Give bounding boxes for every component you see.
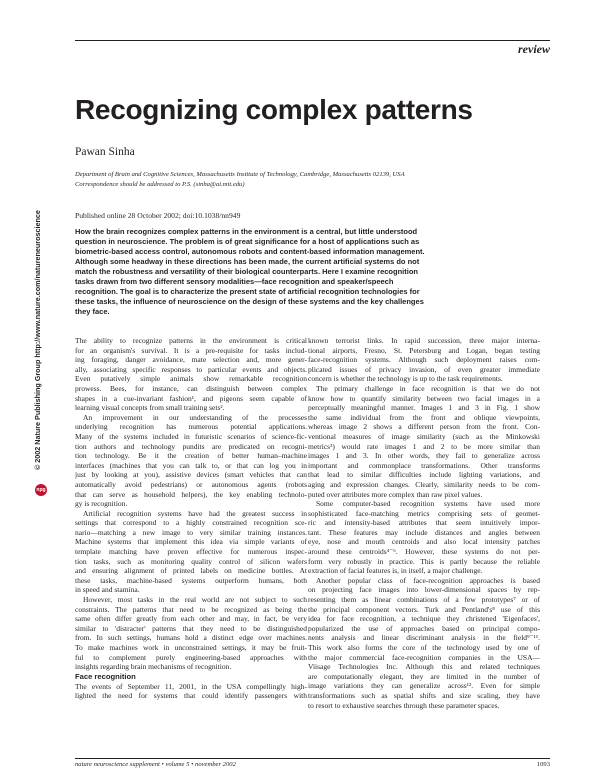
- correspondence: Correspondence should be addressed to P.S. (sinha@ai.mit.edu): [75, 181, 245, 188]
- body-text-line: This work also forms the core of the technology used by one of: [308, 643, 540, 652]
- body-text-line: idea for face recognition, a technique they christened 'Eigenfaces',: [308, 614, 540, 624]
- body-text-line: are computationally elegant, they are limited in the number of: [308, 671, 540, 681]
- abstract: [75, 227, 547, 317]
- body-text-line: aging and expression changes. Clearly, similarity needs to be com-: [308, 479, 540, 489]
- footer-rule: [75, 758, 550, 759]
- body-text-line: tion technology. Be it the creation of better human–machine: [75, 451, 307, 461]
- body-text-line: nents analysis and linear discriminant analysis in the field⁹⁻¹¹.: [308, 633, 540, 643]
- body-text-line: whereas image 2 shows a different person from the front. Con-: [308, 422, 540, 432]
- abstract-line: Although some headway in these directions has been made, the current artificial systems do not: [75, 257, 420, 267]
- body-text-line: perceptually meaningful manner. Images 1 and 3 in Fig. 1 show: [308, 403, 540, 413]
- abstract-line: these tasks, the influence of neuroscience on the design of these systems and the key challenges: [75, 297, 424, 307]
- body-text-line: tant. These features may include distances and angles between: [308, 527, 540, 537]
- body-text-line: However, most tasks in the real world are not subject to such: [83, 595, 307, 605]
- body-text-line: ful to complement purely engineering-based approaches with: [75, 652, 307, 662]
- body-text-line: tional airports, Fresno, St. Petersburg and Logan, began testing: [308, 345, 540, 355]
- body-text-line: to resort to exhaustive searches through these parameter spaces.: [308, 700, 500, 710]
- body-text-line: known terrorist links. In rapid succession, three major interna-: [308, 336, 540, 345]
- body-text-line: that lead to similar difficulties include lighting variations, and: [308, 470, 540, 480]
- body-text-line: Another popular class of face-recognition approaches is based: [316, 575, 540, 585]
- body-text-line: shapes in a cue-invariant fashion¹, and pigeons seem capable of: [75, 393, 307, 403]
- body-text-line: The ability to recognize patterns in the environment is critical: [75, 336, 307, 345]
- body-text-line: lighted the need for systems that could identify passengers with: [75, 691, 307, 701]
- body-text-line: ing foraging, danger avoidance, mate selection and, more gener-: [75, 355, 307, 365]
- body-column-right: [308, 336, 540, 710]
- body-text-line: gy is recognition.: [75, 499, 128, 509]
- body-text-line: constraints. The patterns that need to be recognized as being the: [75, 604, 307, 614]
- abstract-line: tasks drawn from two different sensory modalities—face recognition and speaker/speech: [75, 277, 394, 287]
- body-text-line: Some computer-based recognition systems have used more: [316, 499, 540, 509]
- body-text-line: the principal component vectors. Turk and Pentland's⁸ use of this: [308, 604, 540, 614]
- body-text-line: images 1 and 3. In other words, they fail to generalize across: [308, 451, 540, 461]
- body-text-line: learning visual concepts from small training sets².: [75, 403, 225, 413]
- body-text-line: on projecting face images into lower-dimensional spaces by rep-: [308, 585, 540, 595]
- body-text-line: sophisticated face-matching metrics comprising sets of geomet-: [308, 508, 540, 518]
- body-text-line: transformations such as spatial shifts and size scaling, they have: [308, 690, 540, 700]
- body-text-line: interfaces (machines that you can talk to, or that can log you in: [75, 460, 307, 470]
- body-text-line: these tasks, machine-based systems outperform humans, both: [75, 575, 307, 585]
- body-text-line: image variations they can generalize across¹². Even for simple: [308, 681, 540, 691]
- body-text-line: underlying recognition has numerous potential applications.: [75, 422, 307, 432]
- body-text-line: Viisage Technologies Inc. Although this and related techniques: [308, 662, 540, 672]
- abstract-line: match the robustness and versatility of their biological counterparts. Here I examine recognition: [75, 267, 418, 277]
- body-text-line: An improvement in our understanding of the processes: [83, 412, 307, 422]
- body-text-line: popularized the use of approaches based on principal compo-: [308, 623, 540, 633]
- body-text-line: tion authors and technology pundits are predicated on recogni-: [75, 441, 307, 451]
- affiliation: Department of Brain and Cognitive Sciences, Massachusetts Institute of Technology, Cambridge, Massachusetts 02139, USA: [75, 171, 405, 178]
- abstract-line: question in neuroscience. The problem is of great significance for a host of applications such as: [75, 237, 420, 247]
- body-text-line: the major commercial face-recognition companies in the USA—: [308, 652, 540, 662]
- body-text-line: ally, associating specific responses to particular events and objects.: [75, 364, 307, 374]
- body-text-line: The primary challenge in face recognition is that we do not: [316, 383, 540, 393]
- body-text-line: for an organism's survival. It is a pre-requisite for tasks includ-: [75, 345, 307, 355]
- abstract-line: they face.: [75, 307, 110, 317]
- section-heading: Face recognition: [75, 671, 136, 681]
- body-text-line: puted over attributes more complex than raw pixel values.: [308, 489, 483, 499]
- body-text-line: and ensuring alignment of printed labels on medicine bottles. At: [75, 566, 307, 576]
- section-label: review: [518, 42, 550, 56]
- body-text-line: To make machines work in unconstrained settings, it may be fruit-: [75, 643, 307, 652]
- header-rule: [75, 40, 550, 41]
- body-text-line: just by looking at you), assistive devices (smart vehicles that can: [75, 470, 307, 480]
- body-text-line: Even putatively simple animals show remarkable recognition: [75, 374, 307, 384]
- abstract-line: recognition. The goal is to characterize the present state of artificial recognition technologies for: [75, 287, 420, 297]
- body-column-left: [75, 336, 307, 701]
- body-text-line: template matching have proven effective for numerous inspec-: [75, 547, 307, 557]
- body-text-line: the same individual from the front and oblique viewpoints,: [308, 412, 540, 422]
- body-text-line: Many of the systems included in futuristic scenarios of science-fic-: [75, 431, 307, 441]
- body-text-line: plicated issues of privacy invasion, of even greater immediate: [308, 364, 540, 374]
- body-text-line: know how to quantify similarity between two facial images in a: [308, 393, 540, 403]
- body-text-line: insights regarding brain mechanisms of recognition.: [75, 662, 232, 672]
- body-text-line: around these centroids⁴⁻⁶. However, these systems do not per-: [308, 547, 540, 557]
- body-text-line: resenting them as linear combinations of a few prototypes⁷ or of: [308, 595, 540, 605]
- body-text-line: automatically avoid pedestrians) or autonomous agents (robots: [75, 479, 307, 489]
- body-text-line: face-recognition systems. Although such deployment raises com-: [308, 355, 540, 365]
- page-number: 1093: [536, 761, 550, 768]
- body-text-line: that can serve as household helpers), the key enabling technolo-: [75, 489, 307, 499]
- abstract-line: biometric-based access control, autonomous robots and content-based information management.: [75, 247, 425, 257]
- body-text-line: form very robustly in practice. This is partly because the reliable: [308, 556, 540, 566]
- npg-logo-icon: npg: [35, 484, 47, 496]
- body-text-line: ric and intensity-based attributes that seem intuitively impor-: [308, 518, 540, 528]
- body-text-line: eye, nose and mouth centroids and also local intensity patches: [308, 537, 540, 547]
- publication-info: Published online 28 October 2002; doi:10.1038/nn949: [75, 211, 241, 220]
- body-text-line: nario—matching a new image to very similar training instances.: [75, 527, 307, 537]
- body-text-line: metrics³) would rate images 1 and 2 to be more similar than: [308, 441, 540, 451]
- body-text-line: from. In such settings, humans hold a distinct edge over machines.: [75, 633, 307, 643]
- body-text-line: The events of September 11, 2001, in the USA compellingly high-: [75, 681, 307, 691]
- body-text-line: important and commonplace transformations. Other transforms: [308, 460, 540, 470]
- body-text-line: ventional measures of image similarity (such as the Minkowski: [308, 431, 540, 441]
- body-text-line: prowess. Bees, for instance, can distinguish between complex: [75, 383, 307, 393]
- body-text-line: concern is whether the technology is up to the task requirements.: [308, 374, 503, 384]
- copyright-sidebar: © 2002 Nature Publishing Group http://www.nature.com/natureneuroscience: [33, 210, 42, 470]
- author-name: Pawan Sinha: [75, 146, 135, 158]
- body-text-line: settings that correspond to a highly constrained recognition sce-: [75, 518, 307, 528]
- body-text-line: extraction of facial features is, in itself, a major challenge.: [308, 566, 483, 576]
- body-text-line: similar to 'distracter' patterns that they need to be distinguished: [75, 623, 307, 633]
- body-text-line: Machine systems that implement this idea via simple variants of: [75, 537, 307, 547]
- body-text-line: in speed and stamina.: [75, 585, 140, 595]
- affiliation-block: [75, 170, 545, 190]
- abstract-line: How the brain recognizes complex patterns in the environment is a central, but little understood: [75, 227, 418, 236]
- body-text-line: Artificial recognition systems have had the greatest success in: [83, 508, 307, 518]
- body-text-line: same often differ greatly from each other and may, in fact, be very: [75, 614, 307, 624]
- footer-journal: nature neuroscience supplement • volume 5 • november 2002: [75, 761, 236, 768]
- article-title: Recognizing complex patterns: [75, 94, 473, 125]
- body-text-line: tion tasks, such as monitoring quality control of silicon wafers: [75, 556, 307, 566]
